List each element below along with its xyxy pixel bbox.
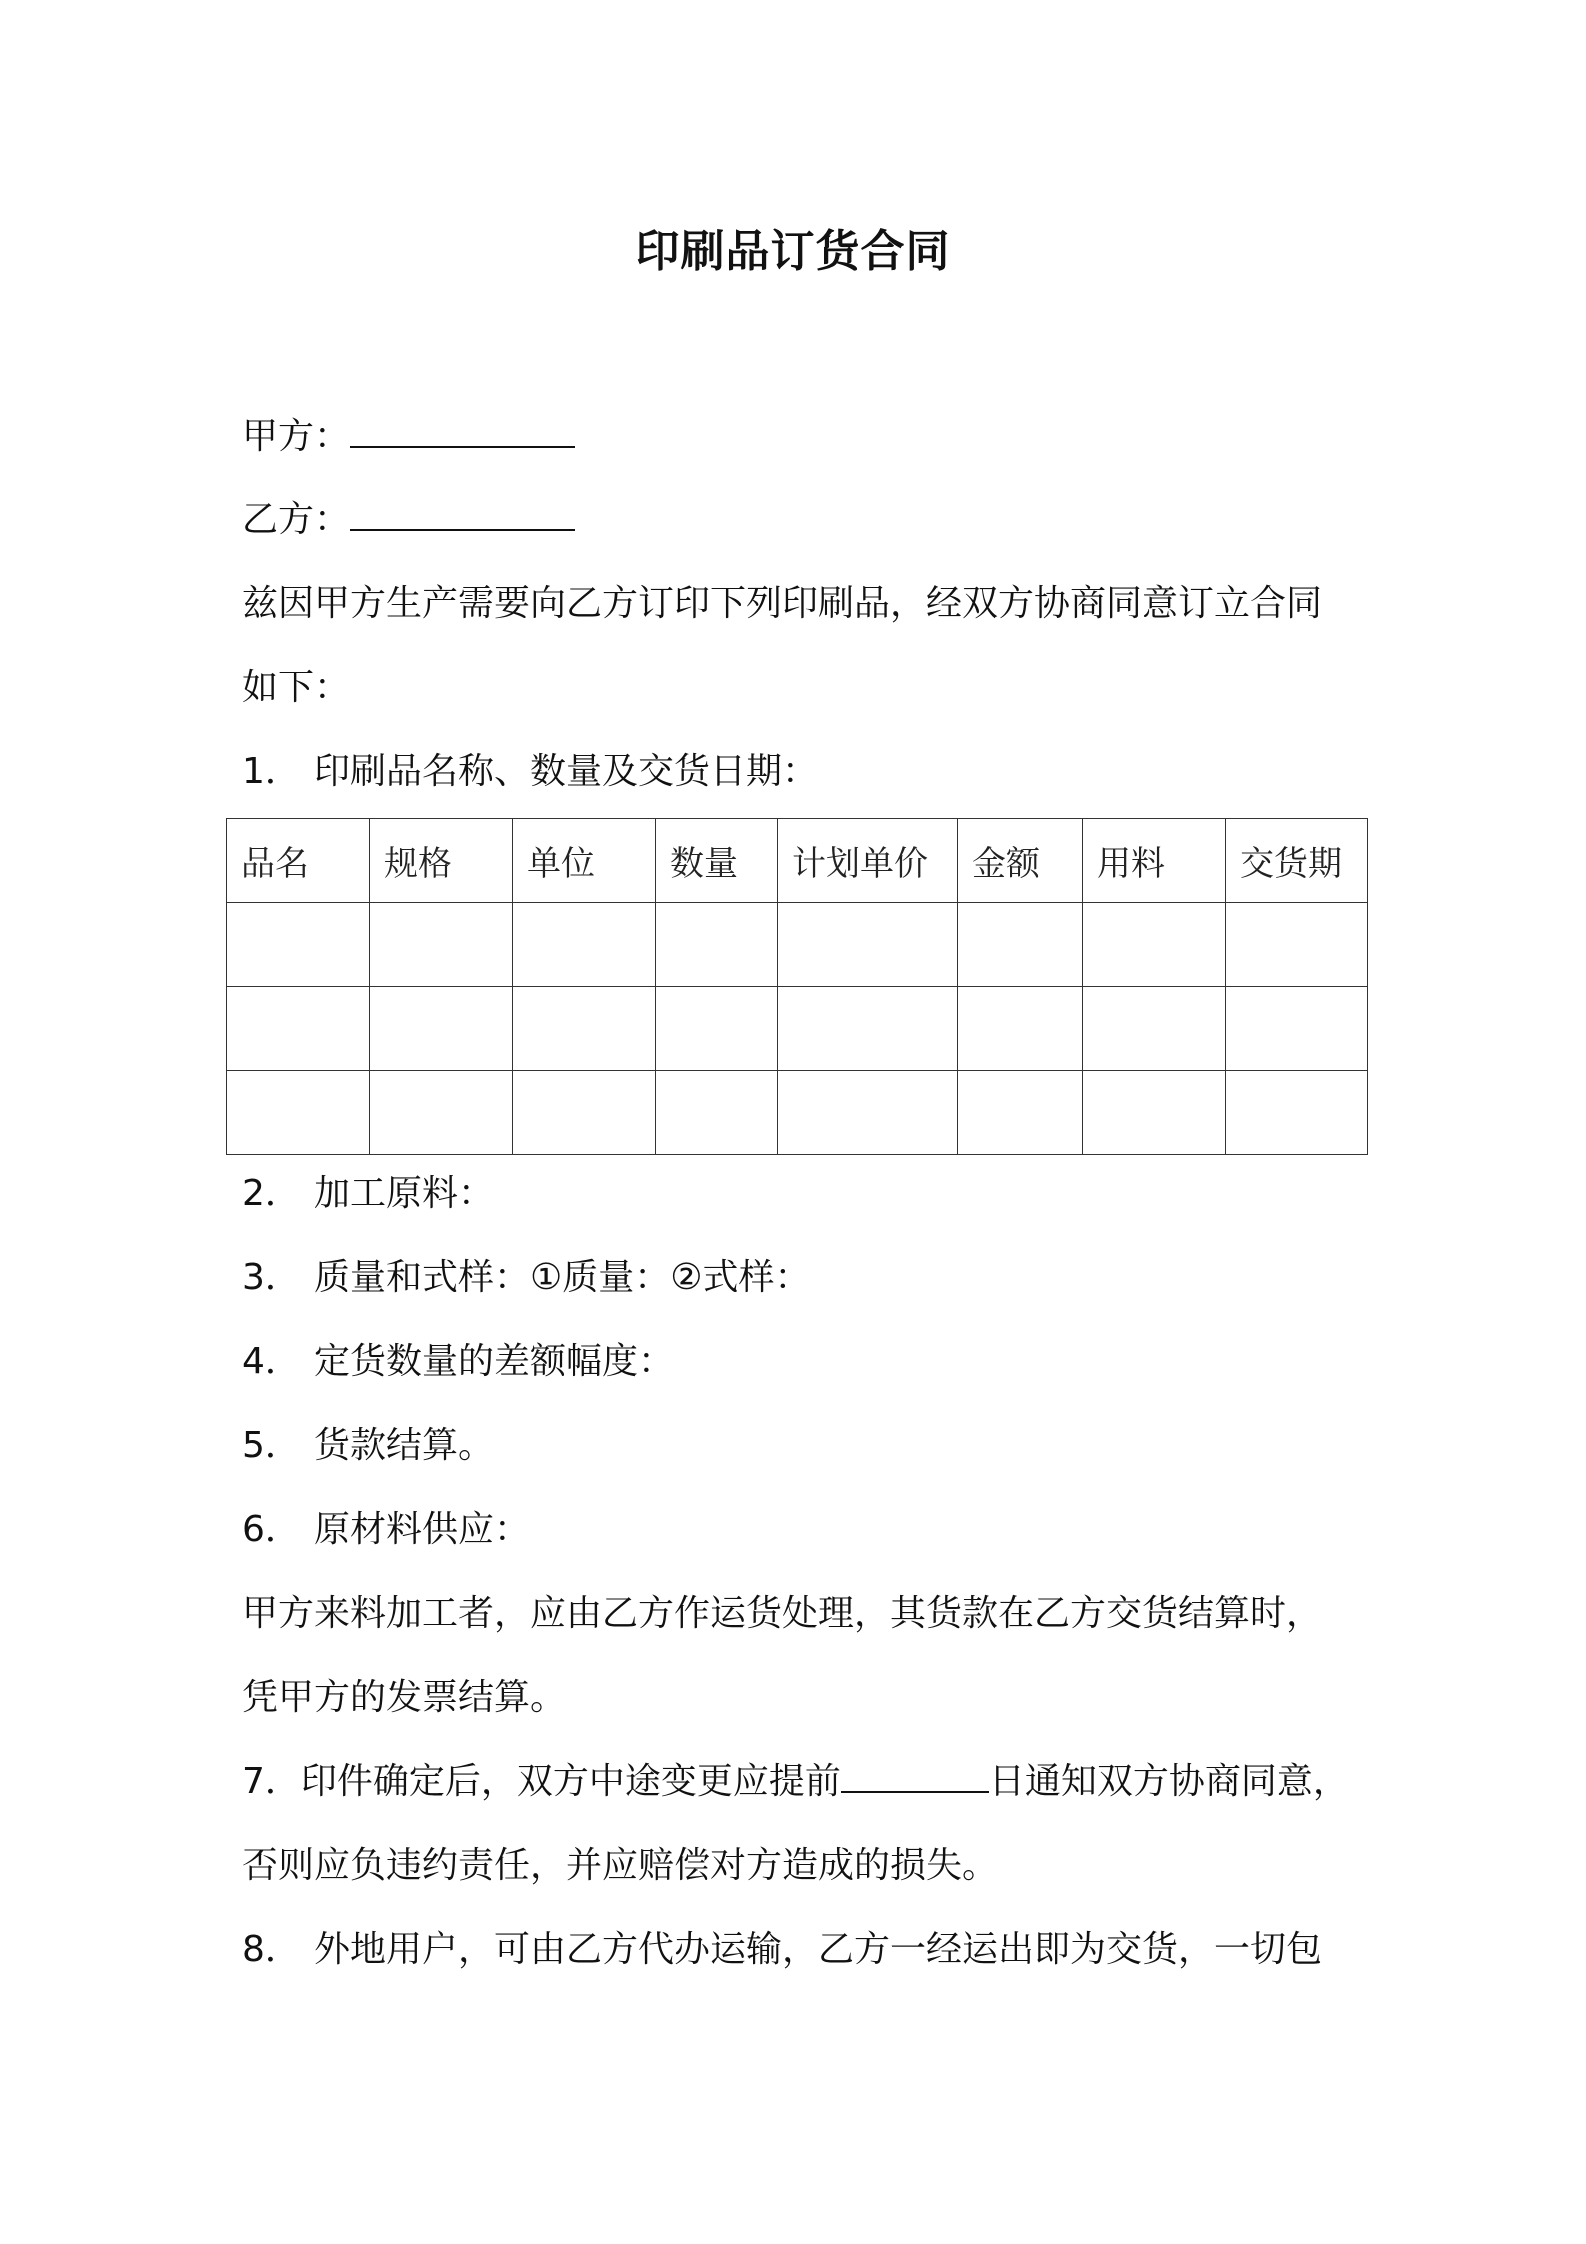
table-cell[interactable] — [1083, 987, 1226, 1071]
party-a-line — [242, 415, 575, 459]
table-cell[interactable] — [227, 987, 370, 1071]
clause-6-body-2: 凭甲方的发票结算。 — [242, 1677, 567, 1718]
table-cell[interactable] — [656, 1071, 778, 1155]
table-cell[interactable] — [656, 987, 778, 1071]
table-cell[interactable] — [1083, 1071, 1226, 1155]
clause-text: 加工原料： — [314, 1173, 495, 1214]
table-cell[interactable] — [370, 987, 513, 1071]
order-table-wrap — [226, 818, 1368, 1155]
header-cell-material: 用料 — [1083, 819, 1226, 903]
clause-number: 6． — [242, 1509, 301, 1550]
party-a-blank[interactable] — [350, 416, 575, 448]
table-cell[interactable] — [958, 903, 1083, 987]
table-cell[interactable] — [1083, 903, 1226, 987]
party-a-label: 甲方： — [242, 416, 351, 457]
clause-2 — [242, 1172, 494, 1216]
clause-text: 印件确定后，双方中途变更应提前 — [300, 1761, 841, 1802]
header-cell-spec: 规格 — [370, 819, 513, 903]
document-title: 印刷品订货合同 — [635, 226, 951, 277]
header-cell-amount: 金额 — [958, 819, 1083, 903]
table-cell[interactable] — [227, 903, 370, 987]
table-cell[interactable] — [513, 987, 656, 1071]
table-cell[interactable] — [778, 903, 958, 987]
table-cell[interactable] — [227, 1071, 370, 1155]
header-cell-delivery: 交货期 — [1226, 819, 1368, 903]
header-cell-quantity: 数量 — [656, 819, 778, 903]
order-table — [226, 818, 1368, 1155]
party-b-line — [242, 498, 575, 542]
clause-7-body: 否则应负违约责任，并应赔偿对方造成的损失。 — [242, 1845, 999, 1886]
table-cell[interactable] — [958, 1071, 1083, 1155]
party-b-label: 乙方： — [242, 499, 351, 540]
clause-text: 定货数量的差额幅度： — [314, 1341, 675, 1382]
clause-text: 印刷品名称、数量及交货日期： — [314, 751, 819, 792]
clause-7 — [242, 1760, 1349, 1804]
clause-text: 货款结算。 — [314, 1425, 495, 1466]
table-cell[interactable] — [370, 903, 513, 987]
table-cell[interactable] — [513, 1071, 656, 1155]
intro-line-1: 兹因甲方生产需要向乙方订印下列印刷品，经双方协商同意订立合同 — [242, 583, 1323, 624]
table-cell[interactable] — [778, 987, 958, 1071]
table-row — [227, 987, 1368, 1071]
header-cell-unit-price: 计划单价 — [778, 819, 958, 903]
clause-number: 8． — [242, 1929, 301, 1970]
table-cell[interactable] — [958, 987, 1083, 1071]
table-row — [227, 903, 1368, 987]
clause-6 — [242, 1508, 530, 1552]
clause-number: 5． — [242, 1425, 301, 1466]
clause-4 — [242, 1340, 674, 1384]
clause-1 — [242, 750, 818, 794]
table-cell[interactable] — [1226, 1071, 1368, 1155]
notice-days-blank[interactable] — [841, 1761, 989, 1793]
table-cell[interactable] — [656, 903, 778, 987]
table-cell[interactable] — [370, 1071, 513, 1155]
clause-text: 质量和式样：①质量：②式样： — [314, 1257, 811, 1298]
clause-number: 2． — [242, 1173, 301, 1214]
table-cell[interactable] — [513, 903, 656, 987]
clause-number: 7． — [242, 1761, 301, 1802]
clause-number: 3． — [242, 1257, 301, 1298]
clause-text: 日通知双方协商同意， — [988, 1761, 1349, 1802]
header-cell-name: 品名 — [227, 819, 370, 903]
table-cell[interactable] — [778, 1071, 958, 1155]
clause-8 — [242, 1928, 1322, 1972]
clause-text: 外地用户，可由乙方代办运输，乙方一经运出即为交货，一切包 — [314, 1929, 1323, 1970]
intro-line-2: 如下： — [242, 667, 351, 708]
header-cell-unit: 单位 — [513, 819, 656, 903]
table-cell[interactable] — [1226, 987, 1368, 1071]
table-header-row — [227, 819, 1368, 903]
clause-6-body-1: 甲方来料加工者，应由乙方作运货处理，其货款在乙方交货结算时， — [242, 1593, 1323, 1634]
party-b-blank[interactable] — [350, 499, 575, 531]
clause-number: 1． — [242, 751, 301, 792]
clause-5 — [242, 1424, 494, 1468]
table-row — [227, 1071, 1368, 1155]
clause-text: 原材料供应： — [314, 1509, 531, 1550]
clause-3 — [242, 1256, 811, 1300]
table-cell[interactable] — [1226, 903, 1368, 987]
clause-number: 4． — [242, 1341, 301, 1382]
